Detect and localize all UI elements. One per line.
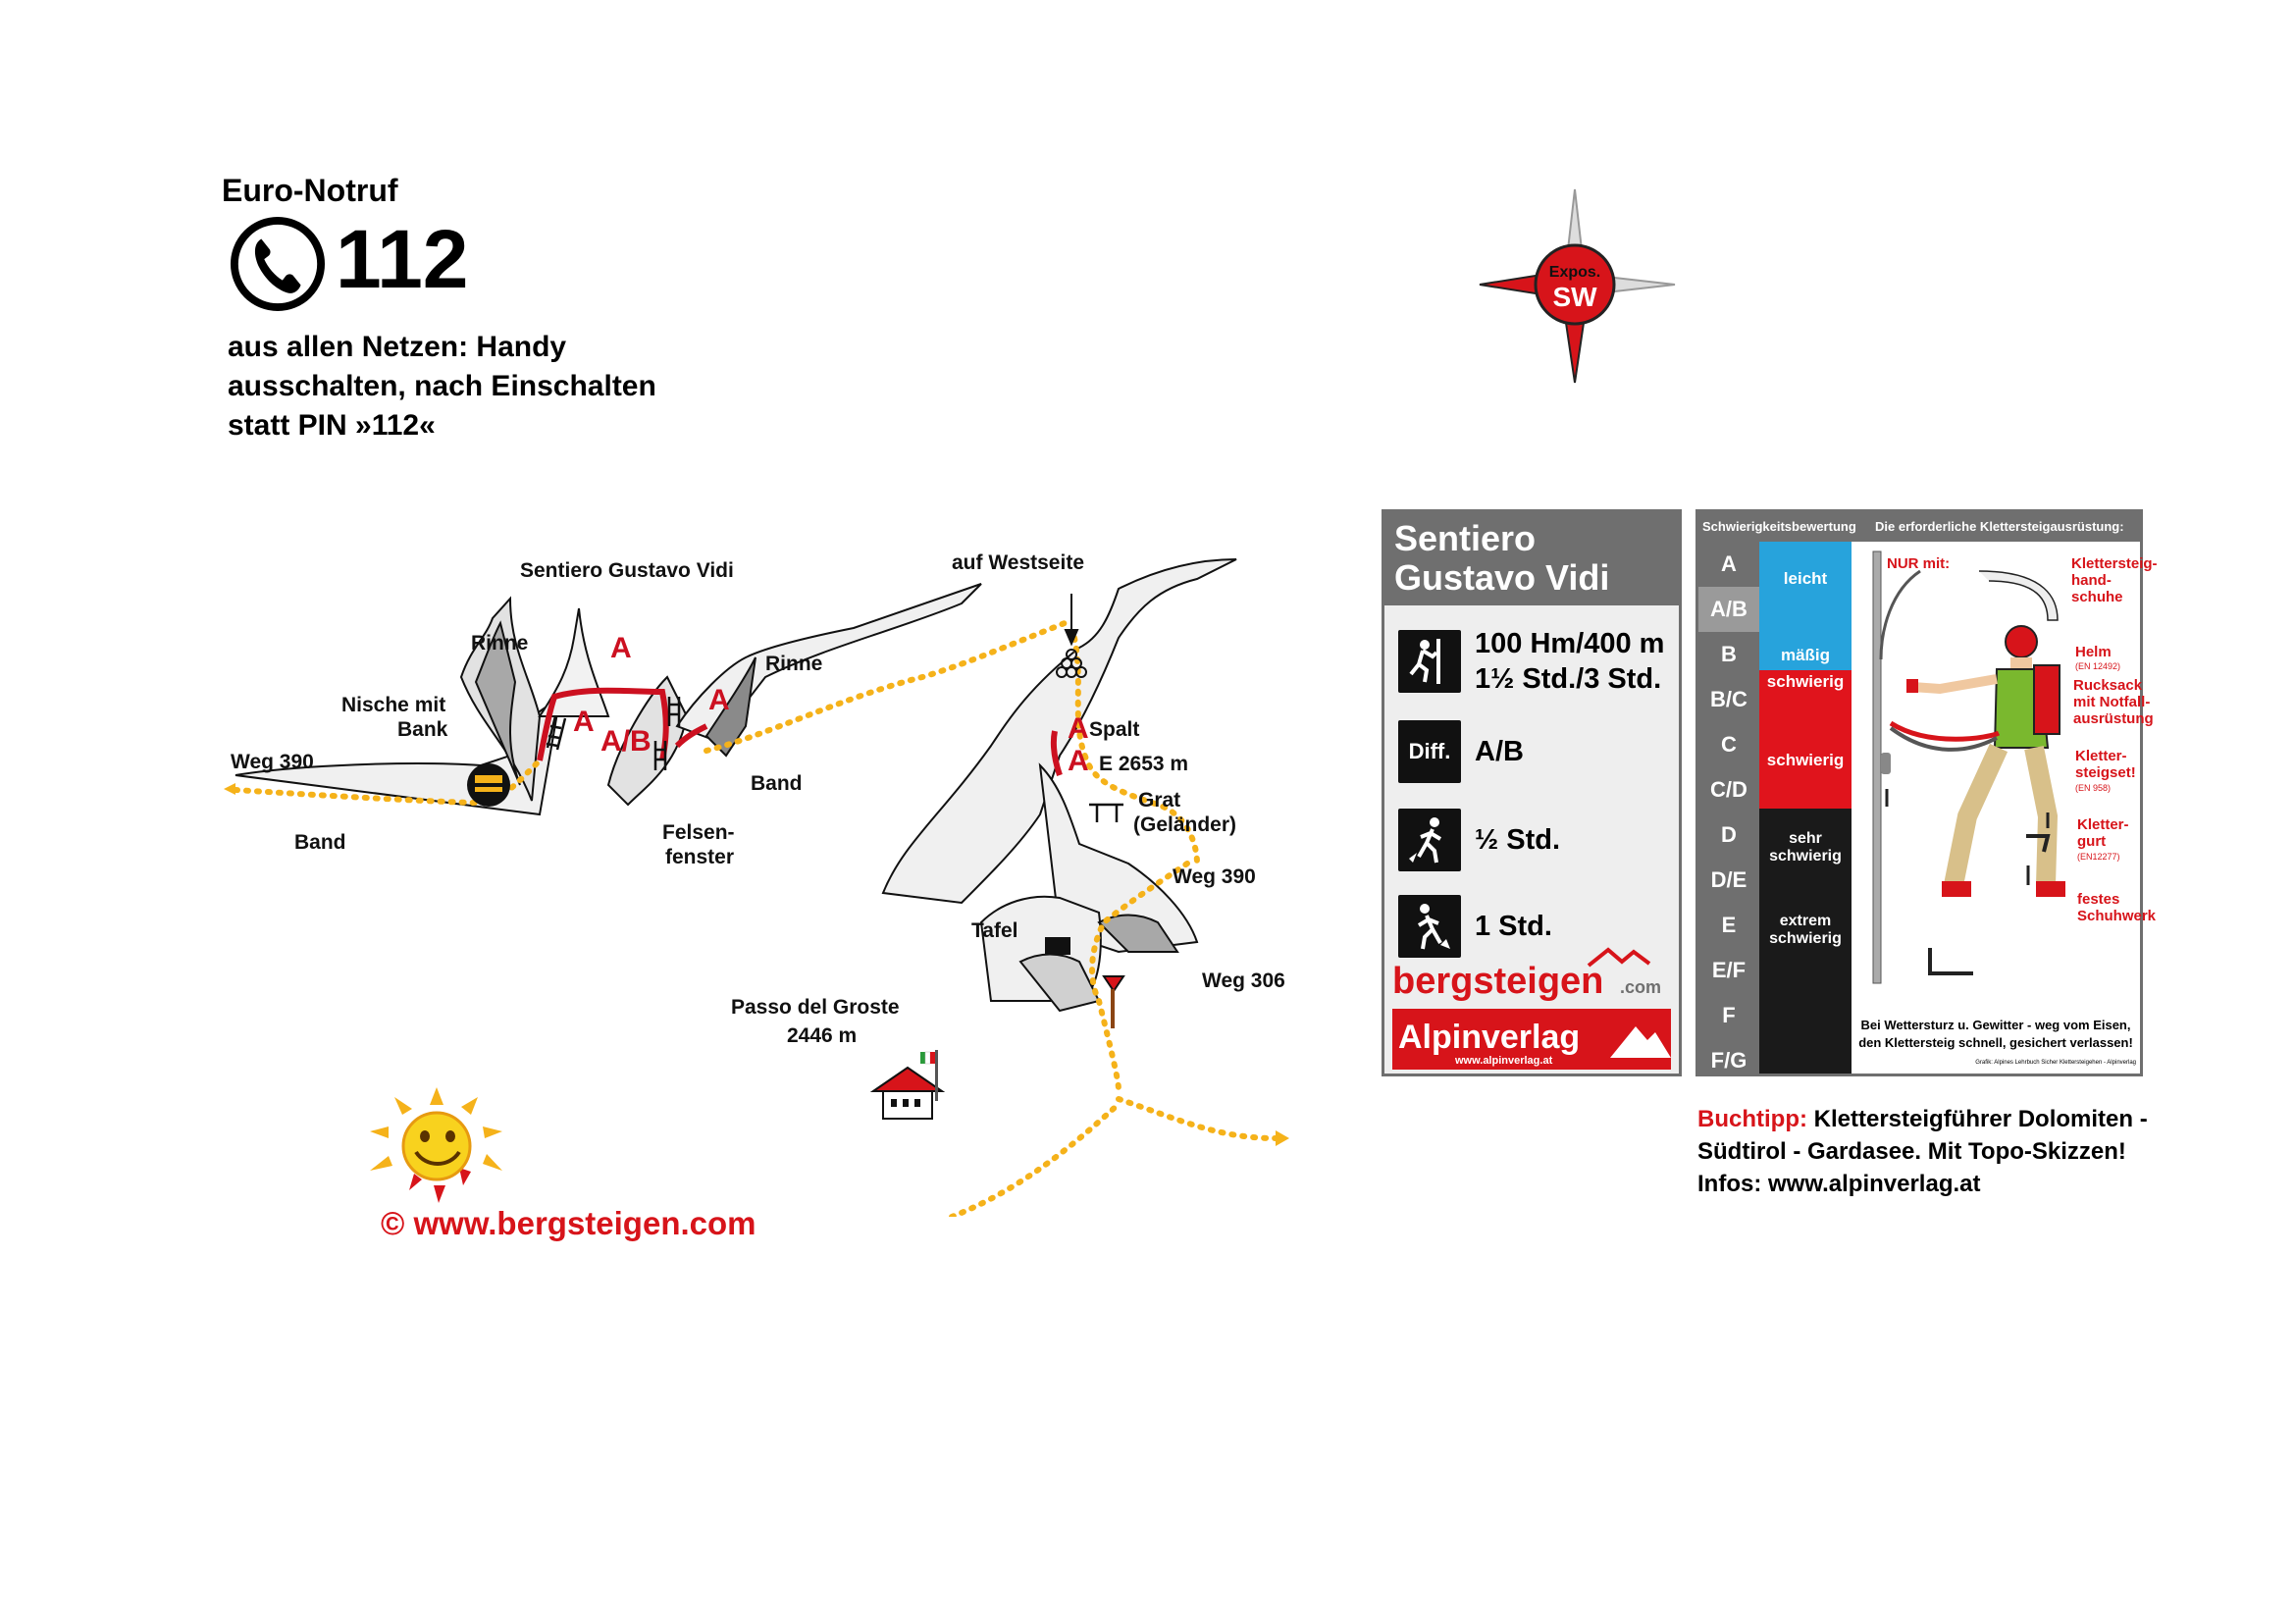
- grade-item: F: [1722, 1003, 1736, 1027]
- difficulty-icon: Diff.: [1398, 720, 1461, 783]
- card-title-line-2: Gustavo Vidi: [1394, 557, 1610, 598]
- equip-credit: Grafik: Alpines Lehrbuch Sicher Klettersteigehen - Alpinverlag: [1975, 1060, 2136, 1066]
- hiker-up-icon: [1398, 809, 1461, 871]
- card-title-line-1: Sentiero: [1394, 518, 1537, 558]
- grade-column: [1698, 542, 1759, 1074]
- band-easy-label-1: leicht: [1783, 569, 1828, 588]
- grade-label: A: [708, 684, 730, 716]
- band-hard: [1759, 670, 1852, 809]
- emergency-number: 112: [336, 213, 469, 305]
- emergency-line-2: ausschalten, nach Einschalten: [228, 370, 656, 402]
- grade-label: A: [610, 632, 632, 664]
- card-ascent-values: [1475, 626, 1664, 697]
- compass-rose: [1472, 186, 1678, 393]
- label-tafel: Tafel: [971, 919, 1018, 942]
- label-summit: E 2653 m: [1099, 753, 1189, 775]
- band-easy-label-2: mäßig: [1780, 646, 1831, 664]
- label-nische-2: Bank: [397, 718, 448, 741]
- label-rinne-1: Rinne: [471, 632, 529, 655]
- grade-item: F/G: [1710, 1048, 1747, 1073]
- grade-item: D/E: [1710, 867, 1747, 892]
- card-row-approach: [1398, 809, 1560, 871]
- label-nische-1: Nische mit: [341, 694, 446, 716]
- signpost-icon: [1104, 976, 1123, 1028]
- book-tip-line-3: Infos: www.alpinverlag.at: [1697, 1171, 1981, 1197]
- label-passo-1: Passo del Groste: [731, 996, 900, 1019]
- book-tip: [1697, 1103, 2168, 1200]
- book-tip-label: Buchtipp:: [1697, 1106, 1807, 1132]
- label-weg306: Weg 306: [1202, 969, 1285, 992]
- route-info-card: [1382, 509, 1682, 1076]
- grade-item-highlighted: A/B: [1698, 587, 1759, 632]
- band-very-hard-label-2: schwierig: [1769, 848, 1842, 864]
- band-extreme-label-2: schwierig: [1769, 930, 1842, 947]
- equip-gloves: Klettersteig- hand- schuhe: [2071, 555, 2158, 605]
- label-band-mid: Band: [751, 772, 803, 795]
- emergency-line-1: aus allen Netzen: Handy: [228, 331, 567, 363]
- grade-item: E: [1721, 913, 1737, 937]
- grade-item: B/C: [1710, 687, 1747, 711]
- label-weg390-left: Weg 390: [231, 751, 314, 773]
- climber-icon: [1398, 630, 1461, 693]
- equip-helmet: Helm: [2075, 644, 2112, 660]
- equip-only-with: NUR mit:: [1887, 555, 1951, 572]
- card-ascent-time: 1½ Std./3 Std.: [1475, 663, 1662, 695]
- phone-icon: [230, 216, 326, 312]
- equip-shoes: festes Schuhwerk: [2077, 891, 2157, 924]
- trail-arrow-right: [1276, 1130, 1289, 1146]
- grade-item: D: [1721, 822, 1737, 847]
- label-band-left: Band: [294, 831, 346, 854]
- grade-item: A: [1721, 551, 1737, 576]
- label-grat-1: Grat: [1138, 789, 1181, 812]
- equip-helmet-norm: (EN 12492): [2075, 661, 2121, 671]
- logo-bergsteigen-text: bergsteigen: [1392, 961, 1604, 1002]
- card-ascent-distance: 100 Hm/400 m: [1475, 628, 1665, 659]
- emergency-line-3: statt PIN »112«: [228, 409, 436, 442]
- grade-item: B: [1721, 642, 1737, 666]
- equip-backpack: Rucksack mit Notfall- ausrüstung: [2073, 677, 2154, 727]
- book-tip-title: Klettersteigführer Dolomiten -: [1806, 1106, 2148, 1132]
- logo-bergsteigen-suffix: .com: [1620, 977, 1662, 997]
- equipment-panel: [1852, 542, 2158, 1074]
- card-row-ascent: [1398, 626, 1664, 697]
- label-grat-2: (Geländer): [1133, 813, 1237, 836]
- label-passo-2: 2446 m: [787, 1024, 858, 1047]
- band-hard-label-1: schwierig: [1766, 672, 1845, 691]
- compass-label: Expos.: [1548, 264, 1601, 281]
- bergsteigen-logo: [1392, 944, 1677, 1003]
- label-weg390-right: Weg 390: [1173, 865, 1256, 888]
- grade-label: A/B: [600, 725, 652, 758]
- equip-warning: Bei Wettersturz u. Gewitter - weg vom Eisen, den Klettersteig schnell, gesichert verlassen!: [1858, 1018, 2133, 1050]
- bench-icon: [467, 763, 510, 807]
- grade-label: A: [1068, 745, 1089, 777]
- map-title: Sentiero Gustavo Vidi: [520, 559, 734, 582]
- grade-item: E/F: [1711, 958, 1747, 982]
- equip-harness-norm: (EN12277): [2077, 852, 2120, 862]
- book-tip-line-2: Südtirol - Gardasee. Mit Topo-Skizzen!: [1697, 1138, 2126, 1165]
- grade-label: A: [573, 706, 595, 738]
- grade-label: A: [1068, 712, 1089, 745]
- rock-formations: [235, 559, 1236, 1011]
- difficulty-scale-chart: [1695, 509, 2158, 1076]
- band-easy: [1759, 542, 1852, 670]
- cable-anchor-icon: [1057, 594, 1086, 677]
- card-descent-time: 1 Std.: [1475, 911, 1552, 942]
- sign-board-icon: [1045, 937, 1070, 955]
- label-felsen-2: fenster: [665, 846, 735, 868]
- label-felsen-1: Felsen-: [662, 821, 735, 844]
- trail-arrow-left: [224, 783, 235, 795]
- card-approach-time: ½ Std.: [1475, 824, 1561, 856]
- difficulty-header-right: Die erforderliche Klettersteigausrüstung:: [1875, 519, 2124, 534]
- compass-value: SW: [1552, 282, 1597, 312]
- grade-item: C: [1721, 732, 1737, 757]
- card-row-difficulty: [1398, 720, 1524, 783]
- sun-mascot-icon: [365, 1087, 508, 1205]
- card-difficulty-value: A/B: [1475, 736, 1524, 767]
- equip-harness: Kletter- gurt: [2077, 816, 2129, 850]
- grade-item: C/D: [1710, 777, 1747, 802]
- band-very-hard-label-1: sehr: [1789, 830, 1822, 847]
- band-extreme: [1759, 809, 1852, 1074]
- band-hard-label-2: schwierig: [1766, 751, 1845, 769]
- band-extreme-label-1: extrem: [1779, 913, 1832, 929]
- card-title: [1384, 512, 1679, 605]
- label-westseite: auf Westseite: [952, 551, 1084, 574]
- difficulty-header: [1698, 512, 2140, 542]
- book-tip-line-1: [1697, 1103, 2168, 1135]
- hut-icon: [873, 1068, 942, 1119]
- label-spalt: Spalt: [1089, 718, 1140, 741]
- difficulty-header-left: Schwierigkeitsbewertung: [1702, 519, 1856, 534]
- emergency-text: [228, 328, 656, 445]
- alpinverlag-logo: [1392, 1009, 1671, 1070]
- copyright-link[interactable]: © www.bergsteigen.com: [381, 1205, 756, 1241]
- label-rinne-2: Rinne: [765, 653, 823, 675]
- emergency-title: Euro-Notruf: [222, 173, 398, 208]
- logo-alpinverlag-text: Alpinverlag: [1398, 1019, 1581, 1056]
- logo-alpinverlag-url: www.alpinverlag.at: [1455, 1055, 1553, 1067]
- equip-via-ferrata-set: Kletter- steigset!: [2075, 748, 2136, 781]
- equip-set-norm: (EN 958): [2075, 783, 2112, 793]
